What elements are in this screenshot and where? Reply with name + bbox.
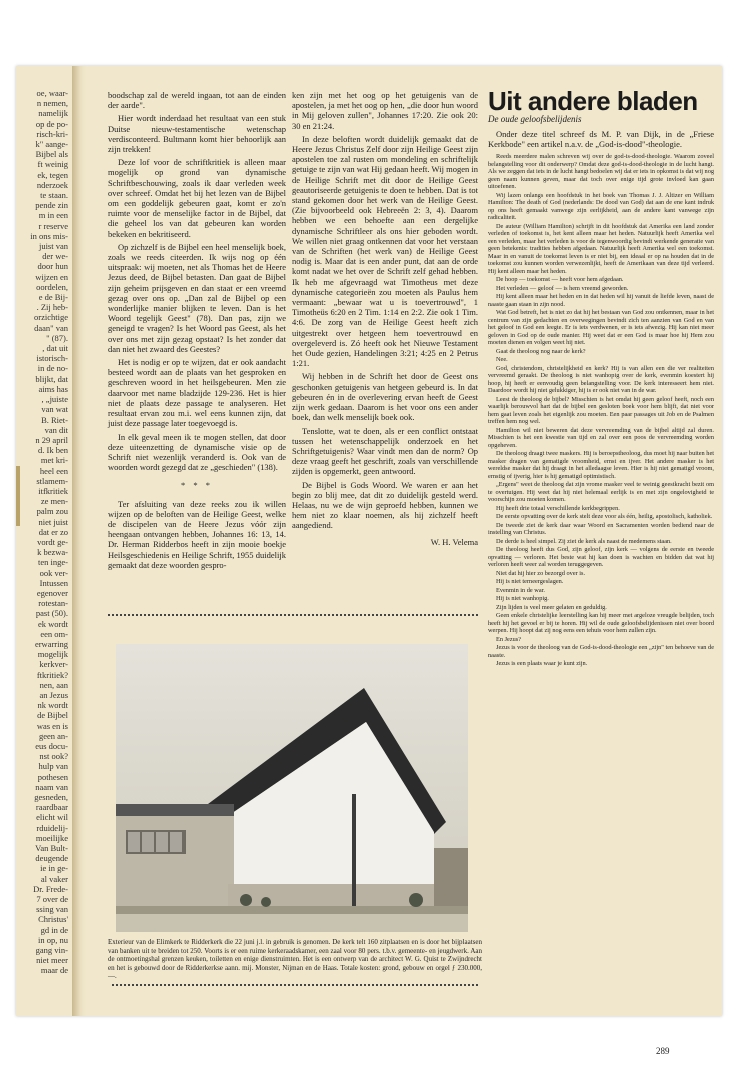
- edge-text-line: eus docu-: [35, 741, 68, 751]
- edge-text-line: op de po-: [35, 118, 68, 129]
- edge-text-line: Intussen: [39, 577, 68, 588]
- edge-text-line: juist van: [38, 241, 68, 252]
- paragraph: Hij is niet terneergeslagen.: [496, 578, 564, 586]
- edge-text-line: vordt ge-: [37, 536, 68, 547]
- paragraph: Geen enkele christelijke leerstelling kan hij meer met argeloze vreugde belijden, toch heeft hij het gevoel er bij te horen. Hij wil de oude geloofsbelijdenissen niet over boord werpen. Hij hoopt dat zij nog eens een tehuis voor hem zullen zijn.: [488, 612, 714, 635]
- paragraph: De eerste opvatting over de kerk stelt deze voor als één, heilig, apostolisch, katholiek.: [496, 513, 713, 521]
- paragraph: Wat God betreft, het is niet zo dat hij het bestaan van God zou ontkennen, maar in het centrum van zijn gedachten en overwegingen bevindt zich ten aanzien van God en van het geloof in God een leegte. Er is iets verdwenen, er is iets afwezig. Hij kan niet meer geloven in God op de oude manier. Hij weet dat er een God is maar hoe hij Hem zou moeten dienen en volgen weet hij niet.: [488, 309, 714, 347]
- paragraph: boodschap zal de wereld ingaan, tot aan de einden der aarde".: [108, 90, 286, 111]
- edge-text-line: , dat uit: [42, 343, 68, 354]
- edge-text-line: k bezwa-: [37, 547, 68, 558]
- edge-text-line: orzichtige: [34, 312, 68, 323]
- edge-text-line: nst ook?: [39, 751, 68, 762]
- edge-text-line: ten inge-: [38, 557, 68, 568]
- edge-text-line: nen, aan: [39, 679, 68, 690]
- paragraph: Leest de theoloog de bijbel? Misschien is het omdat hij geen geloof heeft, noch een waarlijk berouwvol hart dat de bijbel een gesloten boek voor hem blijft, dat niet voor hem gaat leven zoals het eigenlijk zou moeten. Een paar passages uit Job en de Psalmen treffen hem nog wel.: [488, 395, 714, 426]
- edge-text-line: pothesen: [37, 771, 68, 782]
- edge-text-line: de Bijbel: [37, 710, 68, 721]
- article-lead: Onder deze titel schreef ds M. P. van Dijk, in de „Friese Kerkbode" een artikel n.a.v. de „God-is-dood"-theologie.: [488, 129, 714, 150]
- edge-text-line: ek wordt: [38, 618, 68, 629]
- article-column-3: [488, 86, 714, 980]
- edge-text-line: dat er zo: [38, 526, 68, 537]
- edge-text-line: ie in ge-: [40, 863, 68, 874]
- edge-text-line: Christus': [38, 914, 68, 925]
- edge-text-line: heel een: [39, 465, 68, 476]
- paragraph: Wij hebben in de Schrift het door de Geest ons geschonken getuigenis van hetgeen gebeurd is. In dat gebeuren én in de overlevering ervan heeft de Geest zijn werk gedaan. Daarom is het voor ons een ander boek, dan welk menselijk boek ook.: [292, 371, 478, 423]
- paragraph: God, christendom, christelijkheid en kerk? Hij is van allen een die ver realiteiten vervreemd geraakt. De theoloog is niet wanhopig over de kerk, evenmin koestert hij hoop, hij heeft er eenvoudig geen belangstelling voor. De kerk interesseert hem niet. Daardoor wordt hij niet gelukkiger, hij is er ook niet van in de war.: [488, 364, 714, 395]
- edge-text-line: niet juist: [38, 516, 68, 527]
- page-gutter: [72, 66, 86, 1016]
- edge-text-line: r reserve: [38, 220, 68, 231]
- edge-text-line: ek, tegen: [37, 169, 68, 180]
- edge-text-line: risch-kri-: [36, 128, 68, 139]
- edge-text-line: namelijk: [38, 108, 68, 119]
- paragraph: Ter afsluiting van deze reeks zou ik willen wijzen op de beloften van de Heilige Geest, welke de discipelen van de Heere Jezus vóór zijn heengaan ontvangen hebben, Johannes 16: 13, 14. Dr. Herman Ridderbos heeft in zijn mooie boekje Heilsgeschiedenis en Heilige Schrift, 1955 duidelijk gemaakt dat deze woorden gespro-: [108, 498, 286, 570]
- edge-text-line: door hun: [37, 261, 68, 272]
- edge-text-line: oordelen,: [36, 281, 68, 292]
- edge-text-line: elicht wil: [36, 812, 68, 823]
- paragraph: Hij is niet wanhopig.: [496, 595, 549, 603]
- edge-text-line: nk wordt: [37, 700, 68, 711]
- edge-text-line: maar de: [40, 965, 68, 976]
- author-signature: W. H. Velema: [430, 536, 478, 547]
- paragraph: ken zijn met het oog op het getuigenis van de apostelen, ja met het oog op hen, „die door hun woord in Mij geloven zullen", Johannes 17:20. Zie ook 20: 30 en 21:24.: [292, 90, 478, 131]
- edge-text-line: gd in de: [40, 924, 68, 935]
- dotted-rule-bottom: [112, 984, 478, 989]
- paragraph: In deze beloften wordt duidelijk gemaakt dat de Heere Jezus Christus Zelf door zijn Heilige Geest zijn apostelen toe zal rusten om mondeling en schriftelijk getuige te zijn van wat Hij gedaan heeft. Wij mogen in de Heilige Schrift met dit door de Heilige Geest geautoriseerde getuigenis te doen te hebben. Dat is tot stand gekomen door het werk van de Heilige Geest. (Zie bijvoorbeeld ook Hebreeën 2: 3, 4). Daarom hebben we een behoefte aan een dergelijke dynamische Schriftleer als ons hier geboden wordt. We willen niet graag ontkennen dat voor het verstaan van de Schriften (het werk van) de Heilige Geest nodig is. Maar dat is een ander punt, dat aan de orde komt nadat we het over de Schrift zelf gehad hebben. Ik heb me afgevraagd wat Timotheus met deze dynamische categorieën zou moeten als Paulus hem vermaant: „bewaar wat u is toevertrouwd", 1 Timotheüs 6:20 en 2 Tim. 1:14 en 2:2. Zie ook 1 Tim. 4:6. De zorg van de Heilige Geest heeft zich uitgestrekt over hetgeen hem toevertrouwd en overgeleverd is. Zó heeft ook het Nieuwe Testament het Oude gezien, Handelingen 3:21; 4:25 en 2 Petrus 1:21.: [292, 133, 478, 369]
- edge-text-line: een om-: [40, 628, 68, 639]
- edge-text-line: rotestan-: [38, 598, 68, 609]
- edge-text-line: gang vin-: [35, 945, 68, 956]
- paragraph: En Jezus?: [496, 635, 522, 643]
- edge-text-line: m in een: [38, 210, 68, 221]
- edge-text-line: oe, waar-: [36, 88, 68, 98]
- paragraph: Het verleden — geloof — is hem vreemd geworden.: [496, 284, 629, 292]
- page-number: 289: [656, 1046, 670, 1056]
- church-building-image: [116, 644, 468, 932]
- edge-text-line: der we-: [42, 251, 68, 262]
- section-title: Uit andere bladen: [488, 86, 698, 116]
- paragraph: De theoloog heeft dus God, zijn geloof, zijn kerk — volgens de eerste en tweede opvatting — verloren. Het beste wat hij kan doen is wachten en bidden dat wat hij verloren heeft weer zal worden teruggegeven.: [488, 546, 714, 569]
- edge-text-line: ft weinig: [37, 159, 68, 170]
- paragraph: De hoop — toekomst — heeft voor hem afgedaan.: [496, 276, 624, 284]
- edge-text-line: wijzen en: [35, 271, 68, 282]
- paragraph: Niet dat hij hier zo bezorgd over is.: [496, 569, 586, 577]
- edge-text-line: d. Ik ben: [38, 445, 68, 456]
- edge-text-line: ftkritiek?: [36, 669, 68, 680]
- edge-text-line: moeilijke: [35, 832, 68, 843]
- edge-text-line: was en is: [36, 720, 68, 731]
- paragraph: Hij kent alleen maar het heden en in dat heden wil hij vanuit de liefde leven, naast de naaste gaan staan in zijn nood.: [488, 293, 714, 308]
- edge-text-line: stlamem-: [36, 475, 68, 486]
- edge-text-line: aims has: [38, 383, 68, 394]
- edge-text-line: naam van: [35, 781, 68, 792]
- edge-text-line: hulp van: [38, 761, 68, 772]
- edge-text-line: itfkritiek: [38, 485, 68, 496]
- edge-text-line: k" aange-: [35, 139, 68, 150]
- edge-text-line: e de Bij-: [38, 292, 68, 303]
- paragraph: Hij heeft drie totaal verschillende kerkbegrippen.: [496, 504, 620, 512]
- edge-text-line: in de no-: [37, 363, 68, 374]
- edge-text-line: geen an-: [38, 730, 68, 741]
- paragraph: „Ergens" weet de theoloog dat zijn vrome masker veel te weinig geestkracht bezit om te overtuigen. Hij weet dat hij niet helemaal eerlijk is en met zijn ongelovigheid te voorschijn zou moeten komen.: [488, 481, 714, 504]
- edge-text-line: gesneden,: [34, 792, 68, 803]
- edge-text-line: blijkt, dat: [35, 373, 68, 384]
- church-photo: [116, 644, 468, 932]
- edge-text-line: Van Bult-: [35, 843, 68, 854]
- paragraph: Wij lazen onlangs een hoofdstuk in het boek van Thomas J. J. Altizer en William Hamilton: The death of God (nederlands: De dood van God) dat aan de ene kant indruk op ons heeft gemaakt vanwege zijn eerlijkheid, aan de andere kant vanwege zijn radicaliteit.: [488, 191, 714, 222]
- edge-text-line: past (50).: [35, 608, 68, 619]
- edge-text-line: raardbaar: [35, 802, 68, 813]
- edge-text-line: rduidelij-: [36, 822, 68, 833]
- edge-text-line: Bijbel als: [35, 149, 68, 160]
- article-body: [488, 153, 714, 668]
- photo-caption: Exterieur van de Elimkerk te Ridderkerk die 22 juni j.l. in gebruik is genomen. De kerk telt 160 zitplaatsen en is door het bijplaatsen van banken uit te breiden tot 250. Voorts is er een ruime kerkeraadskamer, een zaal voor 80 pers. t.b.v. gemeente- en jeugdwerk. Aan de ontmoetingshal grenzen keuken, toiletten en enige dienstruimten. Het is een ontwerp van de architect W. G. Quist te Zwijndrecht en het is gebouwd door de Ridderkerkse aann. mij. Monster, Nijman en de Haas. Totale kosten: grond, gebouw en orgel ƒ 230.000,—.: [108, 938, 482, 981]
- magazine-page: [16, 66, 722, 1056]
- paragraph: De auteur (William Hamilton) schrijft in dit hoofdstuk dat Amerika een land zonder verleden of toekomst is, het kent alleen maar het heden. Natuurlijk heeft Amerika wel een verleden, maar het verleden is voor de tegenwoordig bevindt werkende generatie van geen betekenis: tradities hebben afgedaan. Natuurlijk heeft Amerika wel een toekomst. Maar in en vanuit de toekomst leven is er niet bij, een ideaal er op na houden dat in de toekomst zou kunnen worden verwezenlijkt, heeft de Amerikaan van deze tijd verleerd. Hij kent alleen maar het heden.: [488, 222, 714, 275]
- edge-text-line: al vaker: [40, 873, 68, 884]
- edge-text-line: van wat: [41, 404, 68, 415]
- edge-text-line: pende zin: [35, 200, 68, 211]
- article-column-2: [292, 90, 478, 608]
- paragraph: De theoloog draagt twee maskers. Hij is beroepstheoloog, dus moet hij naar buiten het masker dragen van gematigde vroomheid, ernst en ijver. Het andere masker is het wereldse masker dat hij draagt in het alledaagse leven. Hier is hij niet gematigd vroom, ernstig of ijverig, hier is hij gematigd optimistisch.: [488, 450, 714, 480]
- edge-text-line: an Jezus: [39, 689, 68, 700]
- edge-text-line: nderzoek: [36, 179, 68, 190]
- edge-text-line: ssing van: [36, 904, 68, 915]
- edge-text-line: n 29 april: [35, 434, 68, 445]
- paragraph: Zijn lijden is veel meer gelaten en geduldig.: [496, 603, 607, 611]
- edge-text-line: te staan.: [40, 190, 68, 201]
- paragraph: Op zichzelf is de Bijbel een heel menselijk boek, zoals we reeds citeerden. Ik wijs nog op één uitspraak: wij moeten, net als Thomas het de Heere Jezus deed, de Bijbel betasten. Dan gaat de Bijbel zijn geheim prijsgeven en dan staat er een vreemd gezag over ons op. „Dan zal de Bijbel op een wonderlijke manier blijken te leven. Dan is het Woord tegelijk Geest" (78). Dan pas, zijn we geneigd te vragen? Is het Woord pas Geest, als het over ons met zijn gezag opstaat? Is het zonder dat dan niet het zwaard des Geestes?: [108, 241, 286, 354]
- edge-text-line: mogelijk: [37, 649, 68, 660]
- paragraph: Het is nodig er op te wijzen, dat er ook aandacht besteed wordt aan de plaats van het gesproken en geschreven woord in het heilsgebeuren. Men zie daarvoor met name bladzijde 129-236. Het is hier niet de plaats deze passage te analyseren. Het resultaat ervan zou m.i. wel eens kunnen zijn, dat juist deze passage later toegevoegd is.: [108, 357, 286, 429]
- edge-text-line: met kri-: [40, 455, 68, 466]
- paragraph: De Bijbel is Gods Woord. We waren er aan het begin zo blij mee, dat dit zo duidelijk gesteld werd. Helaas, nu we de wijn geproefd hebben, kunnen we hem niet zo klaar noemen, als hij zichzelf heeft aangediend.: [292, 479, 478, 531]
- paragraph: Tenslotte, wat te doen, als er een conflict ontstaat tussen het wetenschappelijk onderzoek en het Schriftgetuigenis? Waar vindt men dan de norm? Op deze vraag geeft het geschrift, zoals van verschillende zijden is opgemerkt, geen antwoord.: [292, 425, 478, 477]
- paragraph: Gaat de theoloog nog naar de kerk?: [496, 347, 586, 355]
- edge-text-line: ook ver-: [39, 567, 68, 578]
- edge-text-line: palm zou: [36, 506, 68, 517]
- edge-text-line: , „juiste: [41, 394, 68, 405]
- article-subtitle: De oude geloofsbelijdenis: [488, 113, 582, 124]
- paragraph: In elk geval meen ik te mogen stellen, dat door deze uiteenzetting de dynamische visie op de Schrift niet wezenlijk veranderd is. Ook van de woorden wordt gezegd dat ze „geschieden" (138).: [108, 431, 286, 473]
- edge-text-line: daan" van: [34, 322, 68, 333]
- paragraph: Hamilton wil niet beweren dat deze vervreemding van de bijbel altijd zal duren. Misschien is het een kwestie van tijd en zal over een poos de vervreemding worden opgeheven.: [488, 426, 714, 449]
- paragraph: Nee.: [496, 356, 508, 364]
- paragraph: Evenmin in de war.: [496, 586, 545, 594]
- edge-text-line: 7 over de: [36, 894, 68, 905]
- paragraph: Deze lof voor de schriftkritiek is alleen maar mogelijk op grond van dynamische Schriftbeschouwing, zoals ik daar verleden week over schreef. Omdat het bij het lezen van de Bijbel om een goddelijk gebeuren gaat, komt er zo'n ruimte voor de menselijke factor in de Bijbel, dat die geheel los van dat gebeuren kan worden bekeken en bekritiseerd.: [108, 157, 286, 239]
- paragraph: Reeds meerdere malen schreven wij over de god-is-dood-theologie. Waarom zoveel belangstelling voor dit onderwerp? Omdat deze god-is-dood-theologie in de lucht hangt. Als we zeggen dat iets in de lucht hangt bedoelen wij dat er iets in opkomst is dat wij nog geen naam kunnen geven, maar dat toch over enige tijd grote invloed kan gaan uitoefenen.: [488, 153, 714, 191]
- edge-text-line: B. Riet-: [41, 414, 68, 425]
- paragraph: Jezus is een plaats waar je kunt zijn.: [496, 660, 588, 668]
- article-column-1: [108, 90, 286, 608]
- edge-text-line: in op, nu: [38, 934, 68, 945]
- paragraph: De tweede ziet de kerk daar waar Woord en Sacramenten worden bediend naar de instelling van Christus.: [488, 521, 714, 537]
- edge-text-line: . Zij heb-: [36, 302, 68, 313]
- section-separator: * * *: [181, 480, 213, 491]
- edge-text-line: ze men-: [40, 496, 68, 507]
- paragraph: Hier wordt inderdaad het resultaat van een stuk Duitse nieuw-testamentische wetenschap verdisconteerd. Bultmann komt hier behoorlijk aan zijn trekken!: [108, 113, 286, 155]
- edge-text-line: egenover: [36, 587, 68, 598]
- previous-page-edge-text: [20, 88, 68, 976]
- edge-text-line: Dr. Frede-: [33, 883, 68, 894]
- edge-text-line: kerkver-: [39, 659, 68, 670]
- edge-text-line: erwarring: [34, 638, 68, 649]
- edge-text-line: n nemen,: [36, 98, 68, 109]
- edge-text-line: istorisch-: [36, 353, 68, 364]
- dotted-rule-top: [108, 614, 478, 619]
- edge-text-line: deugende: [35, 853, 68, 864]
- paragraph: Jezus is voor de theoloog van de God-is-dood-theologie een „zijn" ten behoeve van de naaste.: [488, 644, 714, 659]
- edge-text-line: " (87).: [46, 332, 68, 343]
- edge-text-line: van dit: [44, 424, 68, 435]
- paragraph: De derde is heel simpel. Zij ziet de kerk als naast de medemens staan.: [496, 537, 672, 545]
- edge-text-line: niet meer: [36, 955, 68, 966]
- edge-text-line: in ons mis-: [30, 230, 68, 241]
